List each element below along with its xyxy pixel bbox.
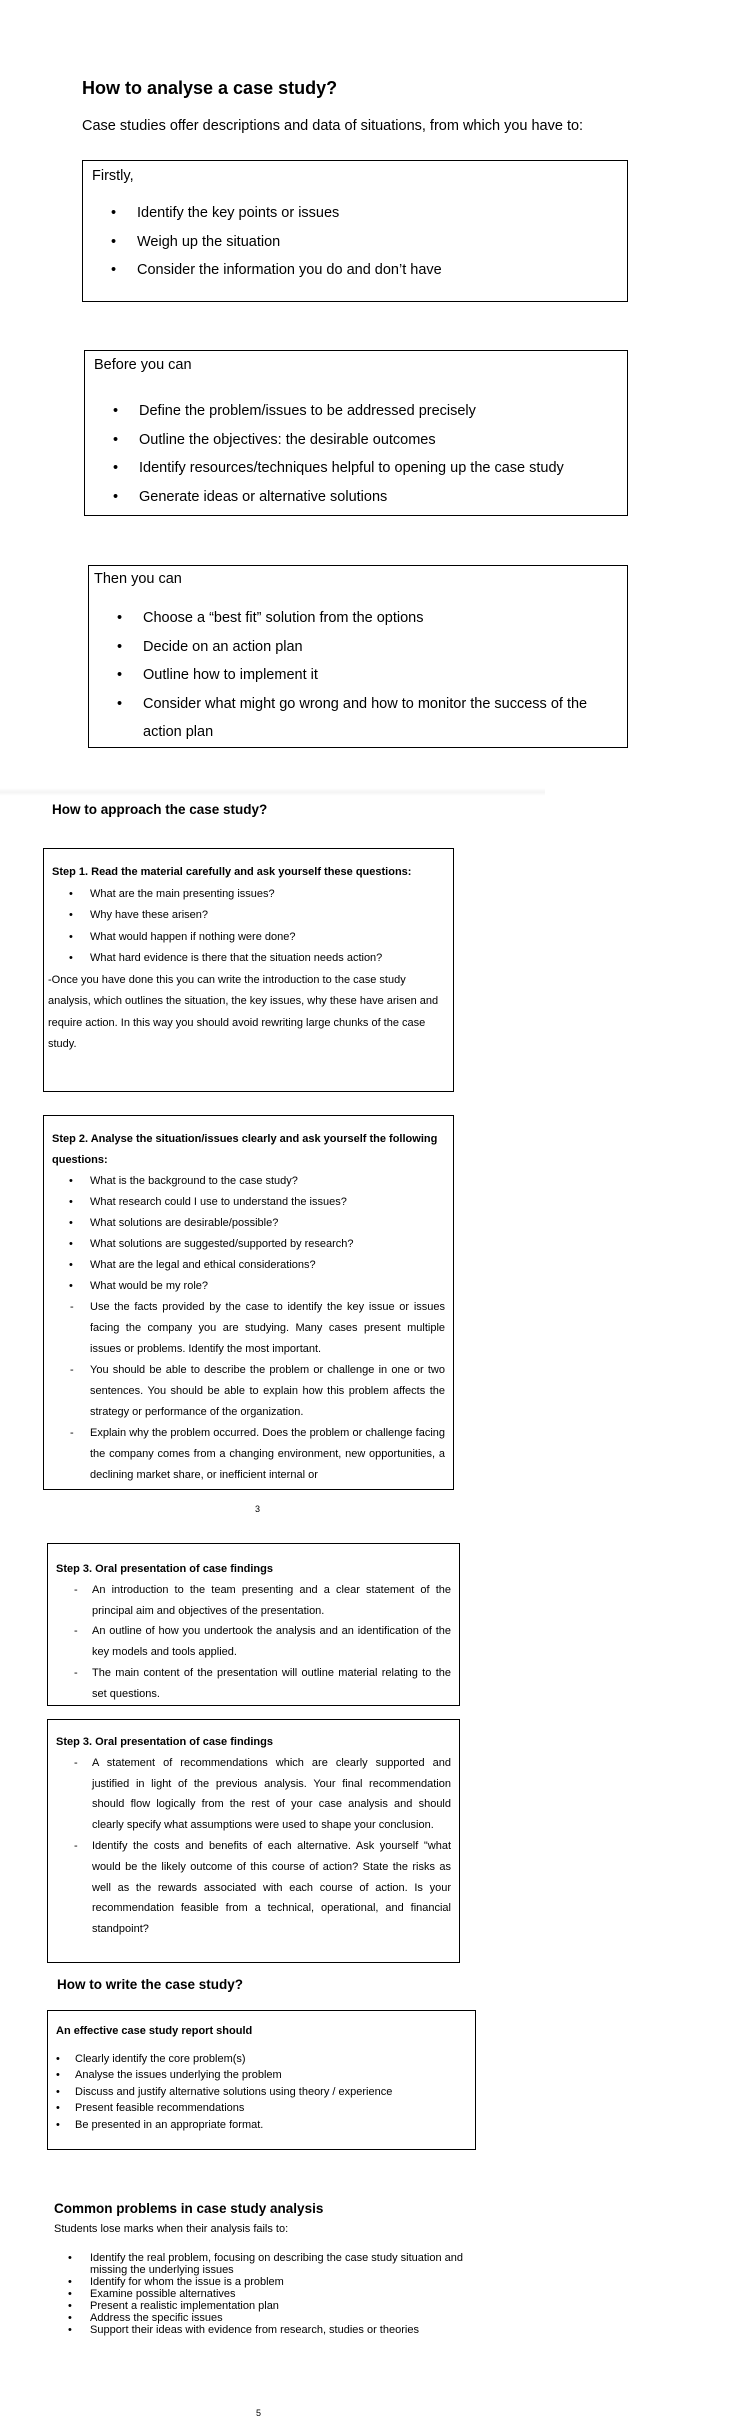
list-item: • What is the background to the case study? — [52, 1171, 445, 1192]
list-item: • Choose a “best fit” solution from the options — [115, 604, 605, 633]
list-item: • Be presented in an appropriate format. — [56, 2117, 467, 2134]
list-item: • What are the legal and ethical considerations? — [52, 1255, 445, 1276]
list-item: • Analyse the issues underlying the problem — [56, 2067, 467, 2084]
list-item: • Outline how to implement it — [115, 661, 605, 690]
box-heading: Firstly, — [92, 168, 134, 184]
box-heading: Before you can — [94, 357, 192, 373]
step1-box — [43, 848, 454, 1092]
page-divider — [0, 788, 545, 796]
list-item: • Identify resources/techniques helpful to opening up the case study — [111, 454, 564, 483]
list-item: • Generate ideas or alternative solutions — [111, 483, 564, 512]
page-title: How to analyse a case study? — [82, 78, 338, 98]
list-item: • Support their ideas with evidence from research, studies or theories — [54, 2324, 494, 2336]
bullet-list — [54, 2252, 494, 2336]
list-item: • What are the main presenting issues? — [52, 884, 445, 906]
list-item: - Identify the costs and benefits of each alternative. Ask yourself "what would be the likely outcome of this course of action? State the risks as well as the rewards associated with each course of action. Is your recommendation feasible from a technical, operational, and financial standpoint? — [56, 1836, 451, 1940]
list-item: - An outline of how you undertook the analysis and an identification of the key models and tools applied. — [56, 1621, 451, 1663]
list-item: • What research could I use to understand the issues? — [52, 1192, 445, 1213]
dash-list — [52, 1297, 445, 1486]
list-item: • Present a realistic implementation plan — [54, 2300, 494, 2312]
step3-recommendations-box — [47, 1719, 460, 1963]
step-heading: Step 2. Analyse the situation/issues clearly and ask yourself the following questions: — [52, 1133, 438, 1166]
bullet-list — [109, 199, 442, 285]
list-item: • What hard evidence is there that the situation needs action? — [52, 948, 445, 970]
step2-box — [43, 1115, 454, 1490]
list-item: - A statement of recommendations which are clearly supported and justified in light of the previous analysis. Your final recommendation should flow logically from the rest of your case analysis and should clearly specify what assumptions were used to shape your conclusion. — [56, 1753, 451, 1836]
list-item: • Consider what might go wrong and how to monitor the success of the action plan — [115, 690, 605, 747]
section-title: How to write the case study? — [57, 1977, 244, 1992]
question-list — [52, 1171, 445, 1297]
list-item: • Clearly identify the core problem(s) — [56, 2051, 467, 2068]
list-item: • Consider the information you do and don’t have — [109, 256, 442, 285]
list-item: • What solutions are desirable/possible? — [52, 1213, 445, 1234]
list-item: • Define the problem/issues to be addressed precisely — [111, 397, 564, 426]
list-item: - You should be able to describe the problem or challenge in one or two sentences. You should be able to explain how this problem affects the strategy or performance of the organization. — [52, 1360, 445, 1423]
list-item: • Address the specific issues — [54, 2312, 494, 2324]
list-item: • Examine possible alternatives — [54, 2288, 494, 2300]
step-heading: Step 1. Read the material carefully and ask yourself these questions: — [52, 866, 412, 878]
section-title: How to approach the case study? — [52, 802, 268, 817]
list-item: • What solutions are suggested/supported by research? — [52, 1234, 445, 1255]
intro-text: Case studies offer descriptions and data of situations, from which you have to: — [82, 118, 584, 134]
list-item: - Explain why the problem occurred. Does the problem or challenge facing the company comes from a changing environment, new opportunities, a declining market share, or inefficient internal or — [52, 1423, 445, 1486]
dash-list — [56, 1580, 451, 1705]
step-paragraph: -Once you have done this you can write the introduction to the case study analysis, which outlines the situation, the key issues, why these have arisen and require action. In this way you should avoid rewriting large chunks of the case study. — [48, 973, 439, 1050]
page-number: 5 — [256, 2408, 262, 2418]
box-heading: An effective case study report should — [56, 2025, 253, 2037]
bullet-list — [56, 2051, 467, 2134]
list-item: • Identify the key points or issues — [109, 199, 442, 228]
list-item: • Weigh up the situation — [109, 228, 442, 257]
bullet-list — [115, 604, 605, 747]
common-intro: Students lose marks when their analysis fails to: — [54, 2223, 289, 2235]
report-box — [47, 2010, 476, 2150]
page-number: 3 — [255, 1504, 261, 1514]
list-item: • Present feasible recommendations — [56, 2100, 467, 2117]
step3-box — [47, 1543, 460, 1706]
list-item: • Identify for whom the issue is a problem — [54, 2276, 494, 2288]
list-item: • What would happen if nothing were done? — [52, 927, 445, 949]
list-item: • Why have these arisen? — [52, 905, 445, 927]
dash-list — [56, 1753, 451, 1940]
section-title: Common problems in case study analysis — [54, 2201, 324, 2216]
list-item: • What would be my role? — [52, 1276, 445, 1297]
before-box — [84, 350, 628, 516]
firstly-box — [82, 160, 628, 302]
step-heading: Step 3. Oral presentation of case findings — [56, 1563, 273, 1575]
list-item: - The main content of the presentation will outline material relating to the set questions. — [56, 1663, 451, 1705]
question-list — [52, 884, 445, 970]
list-item: - Use the facts provided by the case to identify the key issue or issues facing the company you are studying. Many cases present multiple issues or problems. Identify the most important. — [52, 1297, 445, 1360]
step-heading: Step 3. Oral presentation of case findings — [56, 1736, 273, 1748]
list-item: • Decide on an action plan — [115, 633, 605, 662]
then-box — [88, 565, 628, 748]
list-item: • Identify the real problem, focusing on describing the case study situation and missing the underlying issues — [54, 2252, 494, 2276]
list-item: - An introduction to the team presenting and a clear statement of the principal aim and objectives of the presentation. — [56, 1580, 451, 1622]
bullet-list — [111, 397, 564, 511]
list-item: • Outline the objectives: the desirable outcomes — [111, 426, 564, 455]
list-item: • Discuss and justify alternative solutions using theory / experience — [56, 2084, 467, 2101]
box-heading: Then you can — [94, 571, 182, 587]
